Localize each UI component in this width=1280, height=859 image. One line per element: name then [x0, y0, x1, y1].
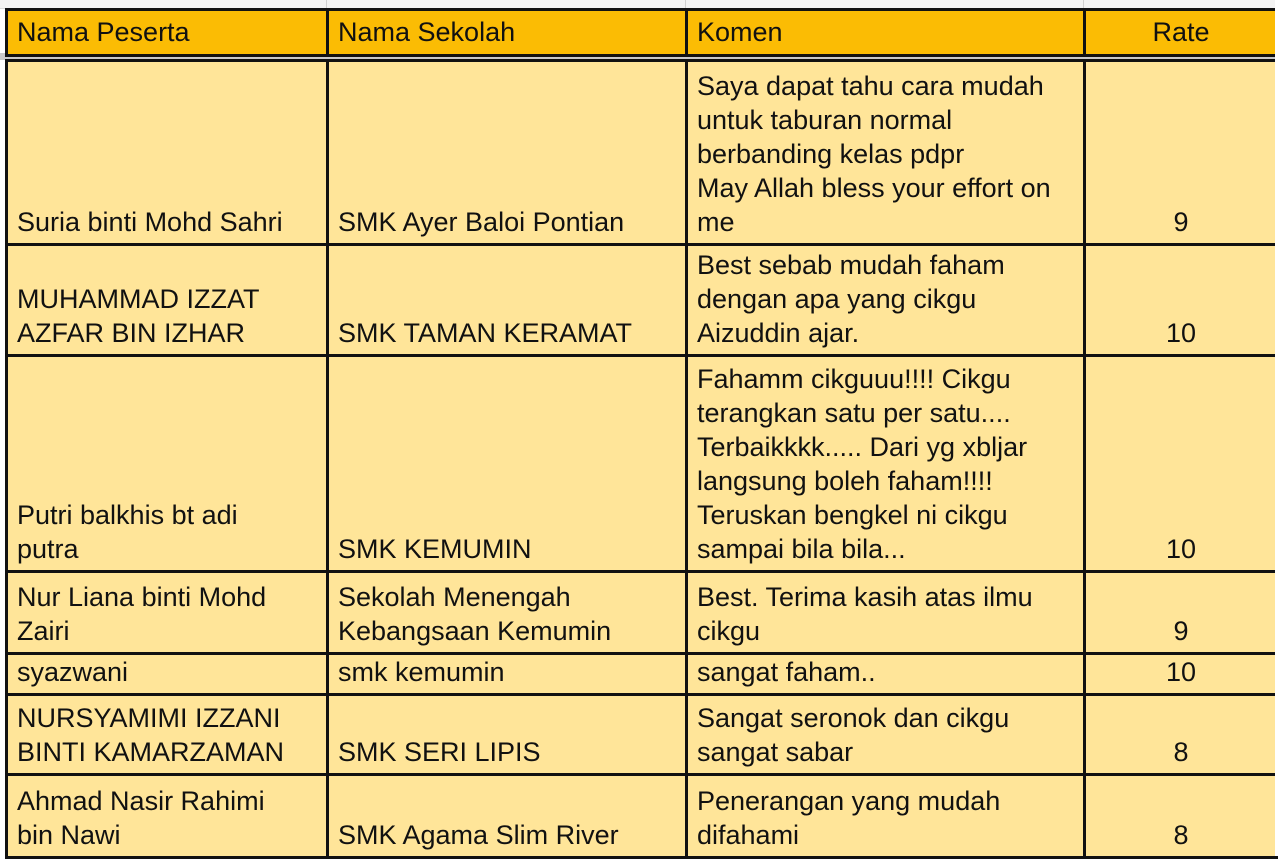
participant-name-cell-text: syazwani: [17, 657, 129, 687]
rate-cell[interactable]: [1083, 59, 1278, 246]
rate-cell-text: 10: [1165, 534, 1197, 564]
rate-cell[interactable]: [1083, 243, 1278, 357]
rate-cell[interactable]: [1083, 354, 1278, 573]
comment-cell-text: Best sebab mudah faham dengan apa yang cikgu Aizuddin ajar.: [697, 250, 1005, 348]
rate-cell-text: 9: [1173, 207, 1189, 237]
school-name-cell[interactable]: [326, 354, 688, 573]
rate-cell-text: 10: [1165, 318, 1197, 348]
school-name-cell[interactable]: [326, 243, 688, 357]
comment-cell[interactable]: [685, 59, 1086, 246]
rate-cell[interactable]: [1083, 570, 1278, 655]
column-header-rate-text: Rate: [1152, 16, 1210, 47]
school-name-cell-text: SMK SERI LIPIS: [338, 737, 541, 767]
school-name-cell-text: smk kemumin: [338, 657, 505, 687]
comment-cell[interactable]: [685, 354, 1086, 573]
comment-cell-text: Fahamm cikguuu!!!! Cikgu terangkan satu per satu.... Terbaikkkk..... Dari yg xbljar langsung boleh faham!!!! Teruskan bengkel ni cikgu sampai bila bila...: [697, 364, 1028, 564]
comment-cell[interactable]: [685, 693, 1086, 776]
comment-cell[interactable]: [685, 570, 1086, 655]
participant-name-cell[interactable]: [5, 570, 329, 655]
participant-name-cell-text: Putri balkhis bt adi putra: [17, 500, 238, 564]
column-header-participant-name-text: Nama Peserta: [17, 16, 190, 47]
comment-cell-text: Penerangan yang mudah difahami: [697, 786, 1001, 850]
participant-name-cell-text: Suria binti Mohd Sahri: [17, 207, 283, 237]
comment-cell-text: Sangat seronok dan cikgu sangat sabar: [697, 703, 1010, 767]
participant-name-cell-text: NURSYAMIMI IZZANI BINTI KAMARZAMAN: [17, 703, 285, 767]
rate-cell-text: 8: [1173, 820, 1189, 850]
participant-name-cell[interactable]: [5, 354, 329, 573]
participant-name-cell-text: Ahmad Nasir Rahimi bin Nawi: [17, 786, 265, 850]
school-name-cell-text: SMK KEMUMIN: [338, 534, 532, 564]
comment-cell[interactable]: [685, 652, 1086, 696]
school-name-cell-text: SMK Agama Slim River: [338, 820, 619, 850]
column-header-participant-name[interactable]: [5, 8, 329, 57]
sheet-edge: [1275, 0, 1280, 856]
column-header-school-name-text: Nama Sekolah: [338, 16, 516, 47]
school-name-cell[interactable]: [326, 652, 688, 696]
school-name-cell[interactable]: [326, 693, 688, 776]
school-name-cell-text: SMK Ayer Baloi Pontian: [338, 207, 625, 237]
comment-cell-text: Best. Terima kasih atas ilmu cikgu: [697, 582, 1033, 646]
rate-cell[interactable]: [1083, 693, 1278, 776]
comment-cell[interactable]: [685, 773, 1086, 859]
column-header-rate[interactable]: [1083, 8, 1278, 57]
rate-cell-text: 8: [1173, 737, 1189, 767]
school-name-cell[interactable]: [326, 59, 688, 246]
school-name-cell[interactable]: [326, 773, 688, 859]
column-header-comment[interactable]: [685, 8, 1086, 57]
comment-cell[interactable]: [685, 243, 1086, 357]
rate-cell[interactable]: [1083, 652, 1278, 696]
column-header-school-name[interactable]: [326, 8, 688, 57]
rate-cell-text: 9: [1173, 616, 1189, 646]
participant-name-cell[interactable]: [5, 693, 329, 776]
column-header-comment-text: Komen: [697, 16, 783, 47]
school-name-cell-text: SMK TAMAN KERAMAT: [338, 318, 633, 348]
school-name-cell[interactable]: [326, 570, 688, 655]
participant-name-cell-text: Nur Liana binti Mohd Zairi: [17, 582, 267, 646]
participant-name-cell[interactable]: [5, 59, 329, 246]
participant-name-cell-text: MUHAMMAD IZZAT AZFAR BIN IZHAR: [17, 284, 260, 348]
participant-name-cell[interactable]: [5, 243, 329, 357]
rate-cell[interactable]: [1083, 773, 1278, 859]
participant-name-cell[interactable]: [5, 773, 329, 859]
school-name-cell-text: Sekolah Menengah Kebangsaan Kemumin: [338, 582, 612, 646]
rate-cell-text: 10: [1165, 657, 1197, 687]
comment-cell-text: sangat faham..: [697, 657, 876, 687]
participant-name-cell[interactable]: [5, 652, 329, 696]
comment-cell-text: Saya dapat tahu cara mudah untuk taburan normal berbanding kelas pdpr May Allah bless your effort on me: [697, 71, 1051, 237]
